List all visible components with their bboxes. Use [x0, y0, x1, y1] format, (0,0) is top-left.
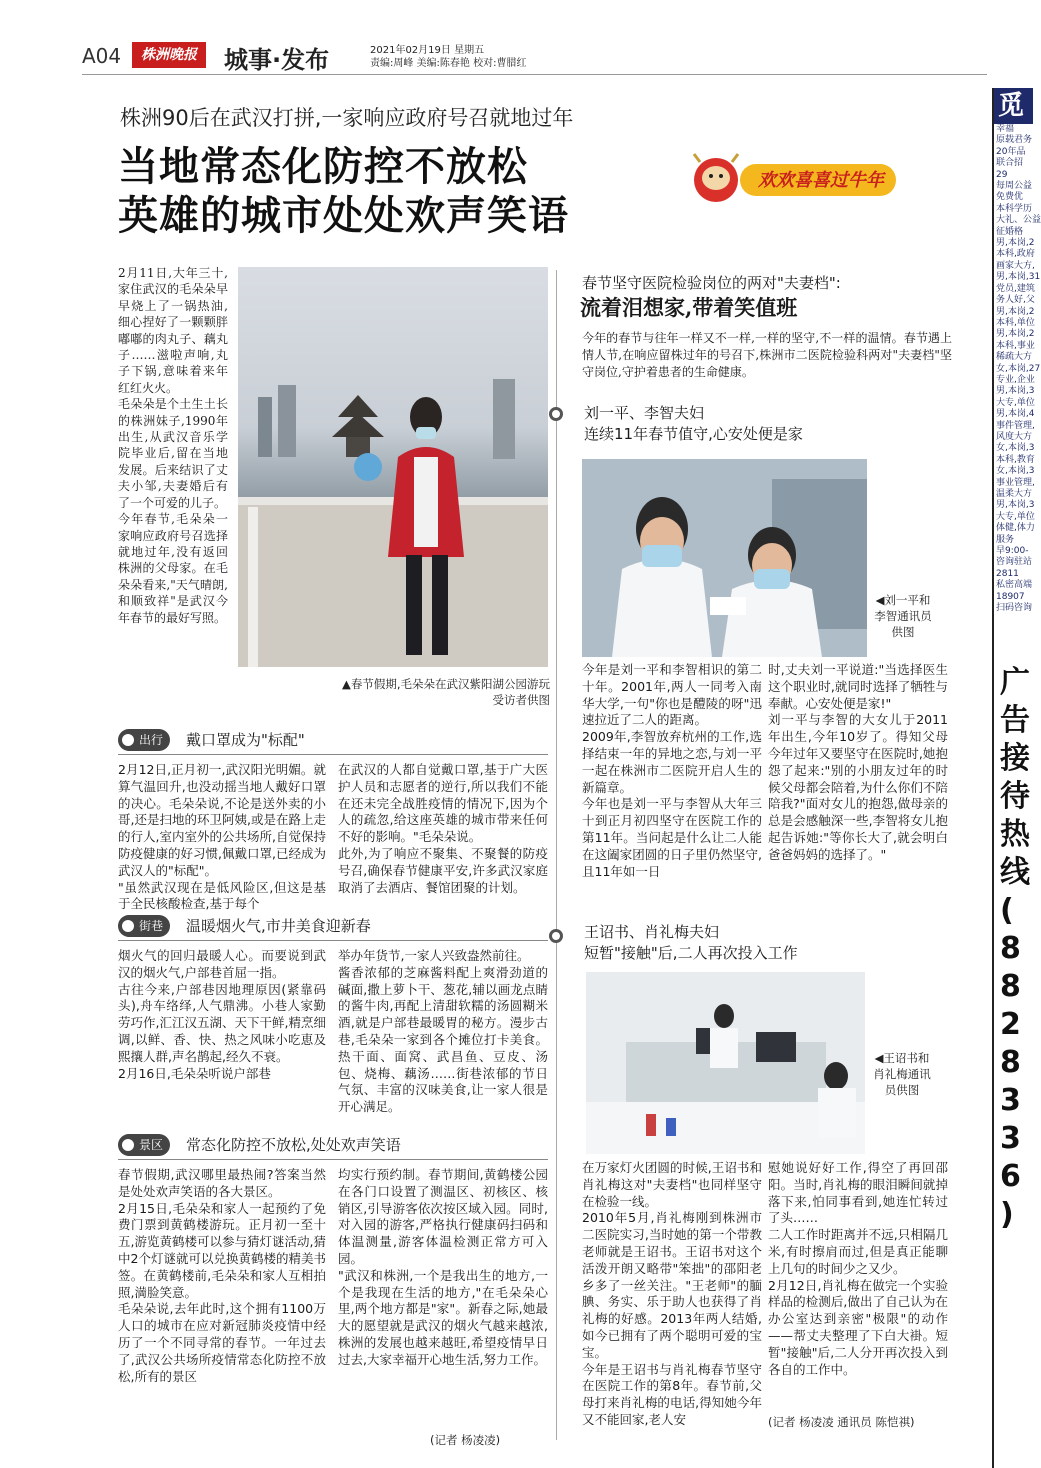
- ad-char: 线: [1000, 855, 1030, 891]
- ad-char: 待: [1000, 779, 1030, 815]
- tag-jingqu: [118, 1134, 170, 1156]
- kicker-headline: 株洲90后在武汉打拼,一家响应政府号召就地过年: [120, 106, 574, 130]
- intro-text: 2月11日,大年三十,家住武汉的毛朵朵早早烧上了一锅热油,细心捏好了一颗颗胖嘟嘟的肉丸子、藕丸子……滋啦声响,丸子下锅,意味着来年红红火火。 毛朵朵是个土生土长的株洲妹子,1990年出生,从武汉音乐学院毕业后,留在当地发展。后来结识了丈夫小邹,夫妻婚后有了一个可爱的儿子。 今年春节,毛朵朵一家响应政府号召选择就地过年,没有返回株洲的父母家。在毛朵朵看来,"天气晴朗,和顺致祥"是武汉今年春节的最好写照。: [118, 266, 228, 625]
- right-kicker: 春节坚守医院检验岗位的两对"夫妻档":: [582, 274, 841, 292]
- couple1-col1: 今年是刘一平和李智相识的第二十年。2001年,两人一同考入南华大学,一句"你也是醴陵的呀"迅速拉近了二人的距离。 2009年,李智放弃杭州的工作,选择结束一年的异地之恋,与刘一平一起在株洲市二医院开启人生的新篇章。 今年也是刘一平与李智从大年三十到正月初四坚守在医院工作的第11年。当问起是什么让二人能在这阖家团圆的日子里仍然坚守,且11年如一日: [582, 662, 762, 879]
- section1-col1: 2月12日,正月初一,武汉阳光明媚。就算气温回升,也没动摇当地人戴好口罩的决心。毛朵朵说,不论是送外卖的小哥,还是扫地的环卫阿姨,或是在路上走的行人,室内室外的公共场所,自觉保持防疫健康的好习惯,佩戴口罩,已经成为武汉人的"标配"。 "虽然武汉现在是低风险区,但这是基于全民核酸检查,基于每个: [118, 762, 326, 912]
- lab-couple1-image: [582, 459, 867, 657]
- sidebar-line: 大专,单位: [996, 397, 1035, 408]
- sidebar-line: 服务: [996, 534, 1015, 545]
- photo-woman-at-lake: [238, 267, 548, 667]
- ad-char: 3: [1000, 1121, 1021, 1157]
- sidebar-line: 扫码咨询: [996, 603, 1033, 614]
- ad-char: (: [1000, 893, 1014, 929]
- sidebar-line: 幸福: [996, 124, 1015, 134]
- sidebar-line: 18907: [996, 591, 1025, 602]
- ad-hotline: [994, 664, 1033, 1234]
- section3-rule: [118, 1159, 548, 1160]
- sidebar-line: 男,本岗,2: [996, 329, 1035, 340]
- timeline-pin: [549, 407, 563, 421]
- ad-char: 6: [1000, 1159, 1021, 1195]
- sidebar-line: 男,本岗,4: [996, 409, 1035, 420]
- sidebar-line: 咨询驻站: [996, 557, 1033, 568]
- sidebar-line: 务人好,父: [996, 295, 1035, 306]
- section3-byline: (记者 杨凌凌): [430, 1433, 501, 1447]
- sidebar-line: 女,本岗,27: [996, 363, 1041, 374]
- lab-couple2-image: [586, 972, 865, 1154]
- ad-char: 8: [1000, 969, 1021, 1005]
- sidebar-line: 女,本岗,3: [996, 443, 1035, 454]
- couple2-col1: 在万家灯火团圆的时候,王诏书和肖礼梅这对"夫妻档"也同样坚守在检验一线。 2010年5月,肖礼梅刚到株洲市二医院实习,当时她的第一个带教老师就是王诏书。王诏书对这个活泼开朗又略带"笨拙"的邵阳老乡多了一丝关注。"王老师"的腼腆、务实、乐于助人也获得了肖礼梅的好感。2013年两人结婚,如今已拥有了两个聪明可爱的宝宝。 今年是王诏书与肖礼梅春节坚守在医院工作的第8年。春节前,父母打来肖礼梅的电话,得知她今年又不能回家,老人安: [582, 1160, 762, 1427]
- timeline-pin: [549, 929, 563, 943]
- sidebar-line: 风度大方: [996, 431, 1033, 442]
- right-title: 流着泪想家,带着笑值班: [580, 295, 798, 320]
- ad-char: 8: [1000, 1045, 1021, 1081]
- sidebar-line: 早9:00-: [996, 546, 1029, 557]
- sidebar-line: 画家大方,: [996, 260, 1035, 271]
- sidebar-line: 20年品: [996, 146, 1026, 157]
- page-number: A04: [82, 44, 122, 68]
- sidebar-line: 女,本岗,3: [996, 466, 1035, 477]
- photo-couple2: [586, 972, 865, 1154]
- header-meta: [370, 44, 526, 70]
- photo-couple1: [582, 459, 867, 657]
- issue-date: 2021年02月19日 星期五: [370, 45, 485, 56]
- section2-rule: [118, 940, 548, 941]
- tag-label: 街巷: [138, 919, 163, 933]
- ad-char: ): [1000, 1197, 1014, 1233]
- sidebar-line: 事件管理,: [996, 420, 1035, 431]
- couple1-col2: 时,丈夫刘一平说道:"当选择医生这个职业时,就同时选择了牺牲与奉献。心安处便是家!" 刘一平与李智的大女儿于2011年出生,今年10岁了。得知父母今年过年又要坚守在医院时,她抱怨了起来:"别的小朋友过年的时候父母都会陪着,为什么你们不陪陪我?"面对女儿的抱怨,做母亲的总是会感触深一些,李智将女儿抱起告诉她:"等你长大了,就会明白爸爸妈妈的选择了。": [768, 662, 948, 862]
- sidebar-line: 专业,企业: [996, 374, 1035, 385]
- sidebar-line: 私密高端: [996, 580, 1033, 591]
- ad-char: 8: [1000, 931, 1021, 967]
- sidebar-text-lines: [994, 124, 1041, 614]
- ad-char: 热: [1000, 817, 1030, 853]
- right-intro: 今年的春节与往年一样又不一样,一样的坚守,不一样的温情。春节遇上情人节,在响应留株过年的号召下,株洲市二医院检验科两对"夫妻档"坚守岗位,守护着患者的生命健康。: [582, 331, 952, 379]
- couple2-subtitle: 短暂"接触"后,二人再次投入工作: [584, 944, 798, 962]
- main-title-line2: 英雄的城市处处欢声笑语: [118, 193, 569, 239]
- sidebar-line: 男,本岗,2: [996, 238, 1035, 249]
- sidebar-line: 男,本岗,3: [996, 500, 1035, 511]
- sidebar-line: 征婚格: [996, 226, 1024, 237]
- sidebar-line: 免费优: [996, 192, 1024, 203]
- section-title: 城事·发布: [224, 46, 330, 74]
- tag-chuxing: [118, 729, 170, 751]
- tag-jiexiang: [118, 915, 170, 937]
- sidebar-line: 男,本岗,2: [996, 306, 1035, 317]
- sidebar-line: 体健,体力: [996, 523, 1035, 534]
- section3-heading: 常态化防控不放松,处处欢声笑语: [186, 1136, 401, 1154]
- section3-col1: 春节假期,武汉哪里最热闹?答案当然是处处欢声笑语的各大景区。 2月15日,毛朵朵和家人一起预约了免费门票到黄鹤楼游玩。正月初一至十五,游览黄鹤楼可以参与猜灯谜活动,猜中2个灯谜就可以兑换黄鹤楼的精美书签。在黄鹤楼前,毛朵朵和家人互相拍照,満脸笑意。 毛朵朵说,去年此时,这个拥有1100万人口的城市在应对新冠肺炎疫情中经历了一个不同寻常的春节。一年过去了,武汉公共场所疫情常态化防控不放松,所有的景区: [118, 1167, 326, 1384]
- timeline-line: [556, 270, 557, 1440]
- sidebar-line: 联合招: [996, 158, 1024, 169]
- photo1-caption: ▲春节假期,毛朵朵在武汉紫阳湖公园游玩 受访者供图: [342, 677, 550, 707]
- section2-heading: 温暖烟火气,市井美食迎新春: [186, 917, 371, 935]
- sidebar-line: 本科,政府: [996, 249, 1035, 260]
- section1-rule: [118, 754, 548, 755]
- section1-col2: 在武汉的人都自觉戴口罩,基于广大医护人员和志愿者的逆行,所以我们不能在还未完全战胜疫情的情况下,因为个人的疏忽,给这座英雄的城市带来任何不好的影响。"毛朵朵说。 此外,为了响应不聚集、不聚餐的防疫号召,确保春节健康平安,许多武汉家庭取消了去酒店、餐馆团聚的计划。: [338, 762, 548, 895]
- tag-label: 出行: [138, 733, 163, 747]
- section1-heading: 戴口罩成为"标配": [186, 731, 305, 749]
- badge-label: 欢欢喜喜过牛年: [758, 170, 884, 191]
- tag-label: 景区: [138, 1138, 163, 1152]
- newspaper-logo: 株洲晚报: [132, 42, 206, 68]
- header-rule: [82, 74, 987, 75]
- sidebar-line: 本科学历: [996, 203, 1033, 214]
- sidebar-line: 温柔大方: [996, 489, 1033, 499]
- main-title-line1: 当地常态化防控不放松: [118, 144, 528, 190]
- sidebar-line: 党员,建筑: [996, 283, 1035, 294]
- sidebar-line: 本科,教育: [996, 454, 1035, 465]
- sidebar-line: 男,本岗,3: [996, 386, 1035, 397]
- sidebar-line: 稀疏大方: [996, 352, 1033, 363]
- ad-char: 告: [1000, 703, 1030, 739]
- sidebar-line: 大礼、公益: [996, 215, 1041, 226]
- couple2-names: 王诏书、肖礼梅夫妇: [584, 923, 720, 941]
- ad-char: 3: [1000, 1083, 1021, 1119]
- sidebar-line: 原载君务: [996, 135, 1033, 146]
- sidebar-line: 29: [996, 169, 1008, 180]
- new-year-badge: [688, 150, 900, 208]
- sidebar-line: 每周公益: [996, 181, 1033, 192]
- couple1-caption: ◀刘一平和李智通讯员供图: [874, 593, 932, 639]
- sidebar-line: 男,本岗,31: [996, 272, 1041, 283]
- couple2-caption: ◀王诏书和肖礼梅通讯员供图: [873, 1051, 931, 1097]
- section2-col2: 举办年货节,一家人兴致盎然前往。 酱香浓郁的芝麻酱料配上爽滑劲道的碱面,撒上萝卜干、葱花,辅以画龙点睛的酱牛肉,再配上清甜软糯的汤圆糊米酒,就是户部巷最暖胃的秘方。漫步古巷,毛朵朵一家到各个摊位打卡美食。热干面、面窝、武昌鱼、豆皮、汤包、烧梅、藕汤……街巷浓郁的节日气氛、丰富的汉味美食,让一家人很是开心满足。: [338, 948, 548, 1115]
- sidebar-line: 本科,单位: [996, 317, 1035, 328]
- sidebar-line: 大专,单位: [996, 511, 1035, 522]
- sidebar-top-char: 觅: [994, 88, 1033, 124]
- sidebar-line: 2811: [996, 568, 1019, 579]
- lake-scene-image: [238, 267, 548, 667]
- couple1-subtitle: 连续11年春节值守,心安处便是家: [584, 425, 803, 443]
- sidebar-line: 本科,事业: [996, 340, 1035, 351]
- adjacent-page-strip: [992, 88, 1041, 1468]
- section2-col1: 烟火气的回归最暖人心。而要说到武汉的烟火气,户部巷首屈一指。 古往今来,户部巷因地理原因(紧靠码头),舟车络绎,人气鼎沸。小巷人家勤劳巧作,汇江汉五湖、天下干鲜,精烹细调,以鲜、香、快、热之风味小吃恵及熙攘人群,声名鹊起,经久不衰。 2月16日,毛朵朵听说户部巷: [118, 948, 326, 1081]
- couple2-col2: 慰她说好好工作,得空了再回邵阳。当时,肖礼梅的眼泪瞬间就掉落下来,怕同事看到,她连忙转过了头…… 二人工作时距离并不远,只相隔几米,有时擦肩而过,但是真正能聊上几句的时间少之又少。 2月12日,肖礼梅在做完一个实验样品的检测后,做出了自己认为在办公室达到亲密"极限"的动作——帮丈夫整理了下白大褂。短暂"接触"后,二人分开再次投入到各自的工作中。: [768, 1160, 948, 1377]
- ad-char: 2: [1000, 1007, 1021, 1043]
- couple1-names: 刘一平、李智夫妇: [584, 404, 705, 422]
- section3-col2: 均实行预约制。春节期间,黄鹤楼公园在各门口设置了测温区、初核区、核销区,引导游客依次按区域入园。同时,对入园的游客,严格执行健康码扫码和体温测量,游客体温检测正常方可入园。 "武汉和株洲,一个是我出生的地方,一个是我现在生活的地方,"在毛朵朵心里,两个地方都是"家"。新春之际,她最大的愿望就是武汉的烟火气越来越浓,株洲的发展也越来越旺,希望疫情早日过去,大家幸福开心地生活,努力工作。: [338, 1167, 548, 1367]
- ad-char: 接: [1000, 741, 1030, 777]
- sidebar-line: 事业管理,: [996, 477, 1035, 488]
- ad-char: 广: [1000, 665, 1030, 701]
- couple2-byline: (记者 杨凌凌 通讯员 陈恺祺): [768, 1415, 915, 1429]
- editor-credits: 责编:周峰 美编:陈春艳 校对:曹腊红: [370, 58, 527, 69]
